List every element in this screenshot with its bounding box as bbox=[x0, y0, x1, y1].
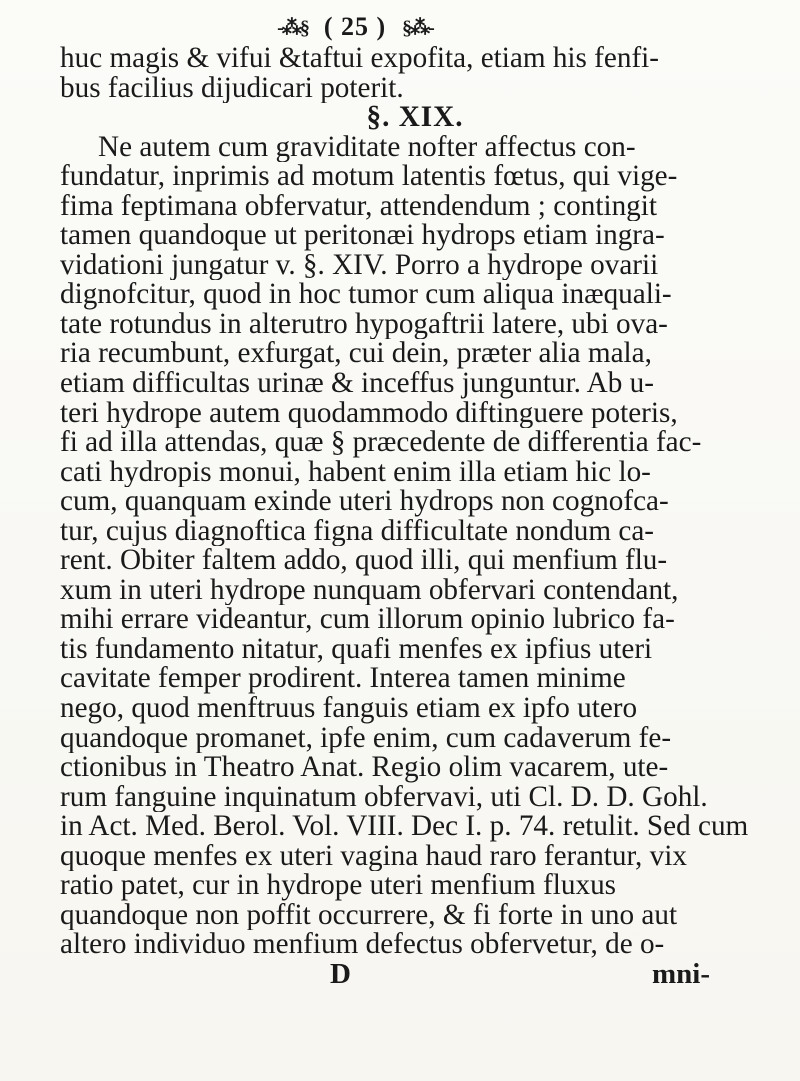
page-footer bbox=[60, 957, 770, 990]
text-line: fundatur, inprimis ad motum latentis fœtus, qui vige- bbox=[60, 162, 678, 192]
text-line: teri hydrope autem quodammodo diftinguere poteris, bbox=[60, 398, 678, 429]
text-line: quandoque promanet, ipfe enim, cum cadaverum fe- bbox=[60, 723, 672, 754]
text-line: tamen quandoque ut peritonæi hydrops etiam ingra- bbox=[60, 221, 665, 251]
text-line: quandoque non poffit occurrere, & fi forte in uno aut bbox=[60, 900, 678, 931]
text-line: rent. Obiter faltem addo, quod illi, qui menfium flu- bbox=[60, 546, 668, 576]
catchword: mni- bbox=[652, 957, 710, 990]
text-line: huc magis & vifui &taftui expofita, etiam his fenfi- bbox=[60, 44, 659, 74]
text-line: tate rotundus in alterutro hypogaftrii latere, ubi ova- bbox=[60, 309, 668, 340]
text-line: in Act. Med. Berol. Vol. VIII. Dec I. p. 74. retulit. Sed cum bbox=[60, 812, 749, 842]
text-line: bus facilius dijudicari poterit. bbox=[60, 73, 404, 104]
text-line: quoque menfes ex uteri vagina haud raro ferantur, vix bbox=[60, 841, 687, 872]
text-line: cum, quanquam exinde uteri hydrops non cognofca- bbox=[60, 487, 669, 517]
text-line: dignofcitur, quod in hoc tumor cum aliqua inæquali- bbox=[60, 280, 672, 310]
section-heading: §. XIX. bbox=[366, 103, 464, 133]
text-line: ratio patet, cur in hydrope uteri menfium fluxus bbox=[60, 871, 617, 901]
text-line: vidationi jungatur v. §. XIV. Porro a hydrope ovarii bbox=[60, 250, 659, 281]
text-line: altero individuo menfium defectus obfervetur, de o- bbox=[60, 930, 665, 960]
ornament-right: §⁂- bbox=[402, 16, 433, 39]
text-line: etiam difficultas urinæ & inceffus junguntur. Ab u- bbox=[60, 369, 654, 399]
text-line: tur, cujus diagnoftica figna difficultate nondum ca- bbox=[60, 516, 655, 547]
text-line: mihi errare videantur, cum illorum opinio lubrico fa- bbox=[60, 605, 675, 635]
page-number: ( 25 ) bbox=[323, 12, 387, 41]
text-line: ria recumbunt, exfurgat, cui dein, præter alia mala, bbox=[60, 339, 652, 370]
text-line: xum in uteri hydrope nunquam obfervari contendant, bbox=[60, 575, 679, 606]
signature-mark: D bbox=[330, 957, 351, 990]
text-line: ctionibus in Theatro Anat. Regio olim vacarem, ute- bbox=[60, 753, 669, 783]
text-line: rum fanguine inquinatum obfervavi, uti Cl. D. D. Gohl. bbox=[60, 782, 708, 813]
text-line: fi ad illa attendas, quæ § præcedente de differentia fac- bbox=[60, 428, 702, 458]
text-line: cavitate femper prodirent. Interea tamen minime bbox=[60, 664, 626, 695]
page-header bbox=[0, 10, 710, 44]
text-line: cati hydropis monui, habent enim illa etiam hic lo- bbox=[60, 457, 651, 488]
ornament-left: -⁂§ bbox=[277, 16, 308, 39]
text-line: Ne autem cum graviditate nofter affectus con- bbox=[98, 132, 636, 163]
body-text bbox=[60, 44, 770, 960]
text-line: fima feptimana obfervatur, attendendum ; contingit bbox=[60, 191, 657, 222]
text-line: nego, quod menftruus fanguis etiam ex ipfo utero bbox=[60, 694, 638, 724]
text-line: tis fundamento nitatur, quafi menfes ex ipfius uteri bbox=[60, 634, 653, 665]
